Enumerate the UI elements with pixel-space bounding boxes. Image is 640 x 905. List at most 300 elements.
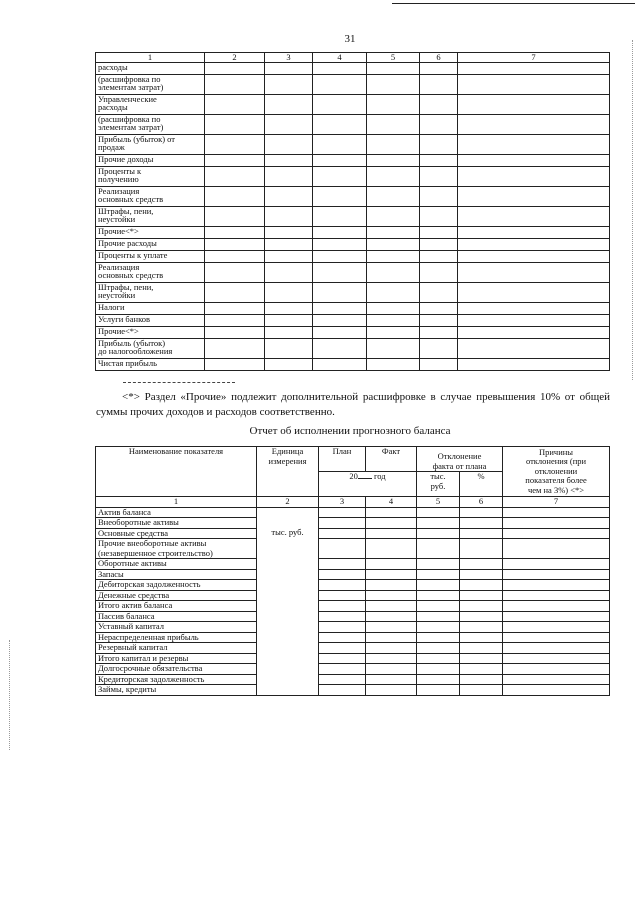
value-cell	[319, 601, 366, 612]
value-cell	[460, 611, 503, 622]
row-label: Дебиторская задолженность	[96, 580, 257, 591]
value-cell	[417, 507, 460, 518]
column-number-row	[96, 53, 610, 63]
value-cell	[460, 528, 503, 539]
value-cell	[367, 238, 420, 250]
row-label: Прочие доходы	[96, 154, 205, 166]
row-label: (расшифровка по элементам затрат)	[96, 114, 205, 134]
value-cell	[458, 154, 610, 166]
table-row	[96, 611, 610, 622]
value-cell	[319, 674, 366, 685]
value-cell	[460, 580, 503, 591]
value-cell	[420, 282, 458, 302]
value-cell	[367, 326, 420, 338]
value-cell	[367, 314, 420, 326]
table-row	[96, 632, 610, 643]
value-cell	[319, 528, 366, 539]
table-row	[96, 166, 610, 186]
value-cell	[458, 250, 610, 262]
column-number: 7	[458, 53, 610, 63]
value-cell	[417, 539, 460, 559]
value-cell	[458, 62, 610, 74]
value-cell	[313, 62, 367, 74]
header-dev-thousand: тыс. руб.	[417, 472, 460, 497]
value-cell	[313, 226, 367, 238]
value-cell	[313, 238, 367, 250]
value-cell	[367, 134, 420, 154]
row-label: Долгосрочные обязательства	[96, 664, 257, 675]
column-number: 4	[313, 53, 367, 63]
value-cell	[420, 206, 458, 226]
table-row	[96, 580, 610, 591]
value-cell	[503, 643, 610, 654]
value-cell	[417, 528, 460, 539]
header-unit: Единица измерения	[257, 447, 319, 497]
value-cell	[313, 134, 367, 154]
table-row	[96, 685, 610, 696]
value-cell	[417, 664, 460, 675]
value-cell	[458, 166, 610, 186]
row-label: Штрафы, пени, неустойки	[96, 282, 205, 302]
value-cell	[319, 611, 366, 622]
value-cell	[265, 206, 313, 226]
value-cell	[417, 643, 460, 654]
row-label: Кредиторская задолженность	[96, 674, 257, 685]
value-cell	[313, 186, 367, 206]
value-cell	[420, 94, 458, 114]
table-row	[96, 569, 610, 580]
value-cell	[420, 314, 458, 326]
scan-edge-mark	[9, 640, 10, 750]
table-row	[96, 643, 610, 654]
value-cell	[366, 632, 417, 643]
value-cell	[205, 338, 265, 358]
value-cell	[367, 62, 420, 74]
value-cell	[319, 580, 366, 591]
value-cell	[205, 114, 265, 134]
value-cell	[417, 580, 460, 591]
value-cell	[458, 74, 610, 94]
value-cell	[313, 250, 367, 262]
value-cell	[205, 326, 265, 338]
value-cell	[265, 262, 313, 282]
value-cell	[313, 74, 367, 94]
table-row	[96, 206, 610, 226]
row-label: Резервный капитал	[96, 643, 257, 654]
value-cell	[417, 518, 460, 529]
value-cell	[319, 685, 366, 696]
row-label: Проценты к уплате	[96, 250, 205, 262]
value-cell	[366, 518, 417, 529]
value-cell	[265, 134, 313, 154]
value-cell	[417, 601, 460, 612]
value-cell	[420, 226, 458, 238]
top-rule	[392, 3, 635, 4]
value-cell	[313, 262, 367, 282]
value-cell	[458, 262, 610, 282]
value-cell	[205, 282, 265, 302]
table-row	[96, 154, 610, 166]
value-cell	[420, 186, 458, 206]
value-cell	[265, 238, 313, 250]
value-cell	[417, 622, 460, 633]
row-label: расходы	[96, 62, 205, 74]
value-cell	[205, 74, 265, 94]
value-cell	[313, 166, 367, 186]
row-label: Уставный капитал	[96, 622, 257, 633]
table-row	[96, 226, 610, 238]
value-cell	[366, 643, 417, 654]
value-cell	[367, 94, 420, 114]
table-row	[96, 62, 610, 74]
value-cell	[366, 664, 417, 675]
footnote-text: <*> Раздел «Прочие» подлежит дополнительной расшифровке в случае превышения 10% от общей суммы прочих доходов и расходов соответственно.	[96, 391, 610, 418]
column-number: 3	[265, 53, 313, 63]
value-cell	[503, 632, 610, 643]
value-cell	[458, 94, 610, 114]
value-cell	[417, 685, 460, 696]
row-label: Реализация основных средств	[96, 186, 205, 206]
value-cell	[319, 569, 366, 580]
value-cell	[417, 674, 460, 685]
table-row	[96, 622, 610, 633]
value-cell	[313, 326, 367, 338]
value-cell	[367, 250, 420, 262]
column-number: 6	[460, 497, 503, 508]
value-cell	[265, 326, 313, 338]
value-cell	[503, 507, 610, 518]
value-cell	[265, 94, 313, 114]
value-cell	[420, 326, 458, 338]
value-cell	[265, 114, 313, 134]
table-row	[96, 238, 610, 250]
value-cell	[417, 632, 460, 643]
column-number: 1	[96, 53, 205, 63]
value-cell	[205, 238, 265, 250]
header-name: Наименование показателя	[96, 447, 257, 497]
value-cell	[417, 611, 460, 622]
value-cell	[265, 250, 313, 262]
value-cell	[319, 518, 366, 529]
table-row	[96, 653, 610, 664]
value-cell	[205, 166, 265, 186]
value-cell	[205, 226, 265, 238]
value-cell	[367, 262, 420, 282]
unit-value: тыс. руб.	[271, 526, 304, 537]
value-cell	[367, 186, 420, 206]
value-cell	[460, 632, 503, 643]
value-cell	[313, 282, 367, 302]
value-cell	[366, 674, 417, 685]
value-cell	[460, 559, 503, 570]
value-cell	[420, 262, 458, 282]
value-cell	[319, 664, 366, 675]
header-plan: План	[319, 447, 366, 472]
value-cell	[458, 314, 610, 326]
footnote-separator	[123, 382, 235, 383]
value-cell	[366, 611, 417, 622]
value-cell	[420, 358, 458, 370]
value-cell	[366, 569, 417, 580]
value-cell	[503, 601, 610, 612]
row-label: Прочие<*>	[96, 226, 205, 238]
value-cell	[417, 653, 460, 664]
header-fact: Факт	[366, 447, 417, 472]
row-label: Итого актив баланса	[96, 601, 257, 612]
value-cell	[420, 114, 458, 134]
column-number: 3	[319, 497, 366, 508]
value-cell	[417, 559, 460, 570]
value-cell	[420, 134, 458, 154]
forecast-balance-table	[95, 446, 610, 696]
value-cell	[205, 186, 265, 206]
value-cell	[366, 622, 417, 633]
table-row	[96, 250, 610, 262]
value-cell	[265, 74, 313, 94]
table-row	[96, 528, 610, 539]
row-label: Прочие внеоборотные активы (незавершенное строительство)	[96, 539, 257, 559]
value-cell	[503, 528, 610, 539]
value-cell	[265, 358, 313, 370]
value-cell	[367, 166, 420, 186]
value-cell	[319, 507, 366, 518]
value-cell	[417, 569, 460, 580]
table-row	[96, 114, 610, 134]
value-cell	[205, 262, 265, 282]
table-row	[96, 282, 610, 302]
value-cell	[460, 539, 503, 559]
value-cell	[265, 282, 313, 302]
value-cell	[460, 653, 503, 664]
table-row	[96, 94, 610, 114]
value-cell	[313, 338, 367, 358]
value-cell	[313, 314, 367, 326]
value-cell	[420, 250, 458, 262]
row-label: Итого капитал и резервы	[96, 653, 257, 664]
balance-report-title: Отчет об исполнении прогнозного баланса	[249, 425, 451, 437]
value-cell	[503, 611, 610, 622]
table-row	[96, 326, 610, 338]
value-cell	[458, 114, 610, 134]
value-cell	[458, 206, 610, 226]
value-cell	[458, 302, 610, 314]
row-label: Реализация основных средств	[96, 262, 205, 282]
header-dev-percent: %	[460, 472, 503, 497]
value-cell	[503, 580, 610, 591]
row-label: (расшифровка по элементам затрат)	[96, 74, 205, 94]
value-cell	[205, 154, 265, 166]
column-number: 2	[257, 497, 319, 508]
value-cell	[420, 62, 458, 74]
value-cell	[503, 622, 610, 633]
scan-edge-mark	[632, 40, 633, 380]
value-cell	[205, 250, 265, 262]
value-cell	[460, 643, 503, 654]
column-number-row	[96, 497, 610, 508]
table-row	[96, 74, 610, 94]
row-label: Прибыль (убыток) от продаж	[96, 134, 205, 154]
value-cell	[503, 539, 610, 559]
value-cell	[367, 302, 420, 314]
row-label: Оборотные активы	[96, 559, 257, 570]
value-cell	[460, 664, 503, 675]
value-cell	[460, 601, 503, 612]
value-cell	[503, 590, 610, 601]
row-label: Управленческие расходы	[96, 94, 205, 114]
value-cell	[460, 590, 503, 601]
value-cell	[265, 62, 313, 74]
value-cell	[503, 518, 610, 529]
year-blank	[358, 478, 372, 479]
value-cell	[458, 238, 610, 250]
row-label: Прочие расходы	[96, 238, 205, 250]
table-row	[96, 186, 610, 206]
value-cell	[367, 226, 420, 238]
row-label: Прибыль (убыток) до налогообложения	[96, 338, 205, 358]
value-cell	[319, 559, 366, 570]
value-cell	[205, 62, 265, 74]
value-cell	[366, 539, 417, 559]
row-label: Запасы	[96, 569, 257, 580]
table-row	[96, 601, 610, 612]
value-cell	[503, 559, 610, 570]
unit-column	[257, 507, 319, 695]
value-cell	[313, 302, 367, 314]
value-cell	[458, 134, 610, 154]
table-row	[96, 338, 610, 358]
value-cell	[319, 590, 366, 601]
value-cell	[417, 590, 460, 601]
value-cell	[458, 338, 610, 358]
value-cell	[503, 569, 610, 580]
value-cell	[458, 186, 610, 206]
value-cell	[420, 166, 458, 186]
value-cell	[366, 685, 417, 696]
value-cell	[319, 622, 366, 633]
table-row	[96, 664, 610, 675]
value-cell	[265, 166, 313, 186]
column-number: 7	[503, 497, 610, 508]
value-cell	[366, 507, 417, 518]
value-cell	[265, 338, 313, 358]
row-label: Проценты к получению	[96, 166, 205, 186]
value-cell	[367, 206, 420, 226]
table-row	[96, 674, 610, 685]
row-label: Основные средства	[96, 528, 257, 539]
value-cell	[503, 674, 610, 685]
value-cell	[367, 282, 420, 302]
value-cell	[367, 358, 420, 370]
value-cell	[366, 590, 417, 601]
value-cell	[366, 601, 417, 612]
value-cell	[460, 622, 503, 633]
header-deviation: Отклонение факта от плана	[417, 447, 503, 472]
value-cell	[265, 154, 313, 166]
value-cell	[460, 685, 503, 696]
header-reasons: Причины отклонения (при отклонении показателя более чем на 3%) <*>	[503, 447, 610, 497]
table-row	[96, 539, 610, 559]
value-cell	[420, 238, 458, 250]
table-row	[96, 302, 610, 314]
value-cell	[458, 226, 610, 238]
value-cell	[458, 326, 610, 338]
row-label: Пассив баланса	[96, 611, 257, 622]
value-cell	[503, 685, 610, 696]
column-number: 5	[367, 53, 420, 63]
value-cell	[205, 314, 265, 326]
value-cell	[420, 154, 458, 166]
value-cell	[319, 632, 366, 643]
column-number: 6	[420, 53, 458, 63]
value-cell	[265, 226, 313, 238]
value-cell	[366, 528, 417, 539]
value-cell	[458, 282, 610, 302]
table-row	[96, 134, 610, 154]
table-row	[96, 314, 610, 326]
value-cell	[205, 134, 265, 154]
table-row	[96, 262, 610, 282]
value-cell	[205, 358, 265, 370]
value-cell	[458, 358, 610, 370]
value-cell	[319, 643, 366, 654]
value-cell	[366, 580, 417, 591]
page-number: 31	[344, 33, 356, 45]
value-cell	[460, 569, 503, 580]
value-cell	[205, 302, 265, 314]
value-cell	[265, 302, 313, 314]
value-cell	[367, 74, 420, 94]
row-label: Денежные средства	[96, 590, 257, 601]
value-cell	[420, 338, 458, 358]
value-cell	[205, 94, 265, 114]
table-row	[96, 507, 610, 518]
value-cell	[367, 114, 420, 134]
value-cell	[205, 206, 265, 226]
value-cell	[460, 518, 503, 529]
header-year: 20 год	[319, 472, 417, 497]
row-label: Налоги	[96, 302, 205, 314]
financial-results-table	[95, 52, 610, 371]
row-label: Актив баланса	[96, 507, 257, 518]
row-label: Штрафы, пени, неустойки	[96, 206, 205, 226]
value-cell	[460, 674, 503, 685]
column-number: 2	[205, 53, 265, 63]
value-cell	[313, 206, 367, 226]
column-number: 4	[366, 497, 417, 508]
column-number: 5	[417, 497, 460, 508]
value-cell	[366, 653, 417, 664]
value-cell	[503, 653, 610, 664]
value-cell	[313, 114, 367, 134]
row-label: Прочие<*>	[96, 326, 205, 338]
value-cell	[319, 653, 366, 664]
value-cell	[503, 664, 610, 675]
table-row	[96, 590, 610, 601]
row-label: Займы, кредиты	[96, 685, 257, 696]
row-label: Нераспределенная прибыль	[96, 632, 257, 643]
value-cell	[420, 302, 458, 314]
value-cell	[367, 154, 420, 166]
value-cell	[313, 154, 367, 166]
value-cell	[313, 358, 367, 370]
column-number: 1	[96, 497, 257, 508]
value-cell	[366, 559, 417, 570]
table-row	[96, 518, 610, 529]
value-cell	[420, 74, 458, 94]
table-row	[96, 358, 610, 370]
table-row	[96, 559, 610, 570]
row-label: Услуги банков	[96, 314, 205, 326]
